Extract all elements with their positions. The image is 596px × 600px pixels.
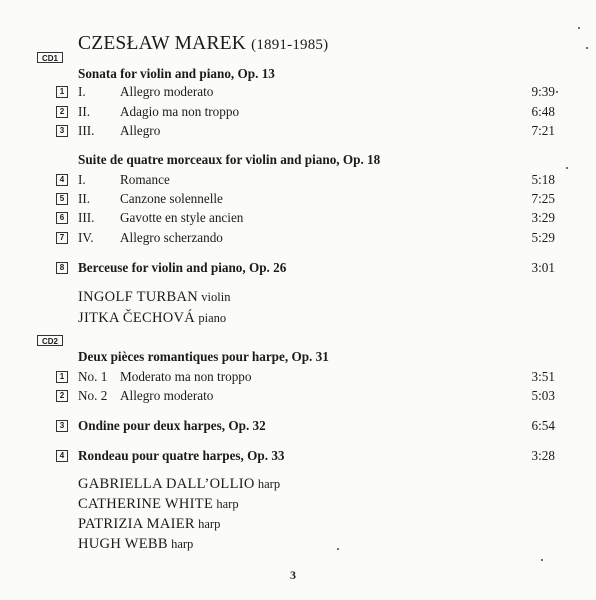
track-title: Romance — [120, 172, 170, 187]
performer — [78, 289, 230, 306]
track-row-ondine — [0, 418, 596, 436]
movement-number: No. 2 — [78, 388, 108, 403]
movement-number: IV. — [78, 230, 94, 245]
movement-number: III. — [78, 210, 95, 225]
track-row — [0, 230, 596, 248]
performer — [78, 310, 226, 327]
track-number: 5 — [56, 193, 68, 205]
track-number: 4 — [56, 174, 68, 186]
cd2-label: CD2 — [37, 335, 63, 346]
work-title-sonata: Sonata for violin and piano, Op. 13 — [78, 66, 275, 81]
track-duration: 3:28 — [531, 448, 555, 463]
track-duration: 6:48 — [531, 104, 555, 119]
cd1-label: CD1 — [37, 52, 63, 63]
track-title: Allegro moderato — [120, 84, 214, 99]
track-number: 6 — [56, 212, 68, 224]
movement-number: I. — [78, 172, 86, 187]
movement-number: II. — [78, 104, 91, 119]
track-number: 3 — [56, 125, 68, 137]
track-row — [0, 369, 596, 387]
track-duration: 9:39 — [531, 84, 555, 99]
performer-name: INGOLF TURBAN — [78, 289, 199, 305]
track-number: 7 — [56, 232, 68, 244]
track-number: 3 — [56, 420, 68, 432]
movement-number: I. — [78, 84, 86, 99]
track-row-berceuse — [0, 260, 596, 278]
composer-dates: (1891-1985) — [251, 37, 329, 53]
performer-instrument: harp — [216, 497, 239, 511]
performer — [78, 516, 220, 533]
movement-number: No. 1 — [78, 369, 108, 384]
track-title: Allegro — [120, 123, 161, 138]
track-number: 1 — [56, 86, 68, 98]
performer-name: PATRIZIA MAIER — [78, 516, 195, 532]
track-row — [0, 210, 596, 228]
performer-name: GABRIELLA DALL’OLLIO — [78, 476, 255, 492]
performer-instrument: harp — [198, 517, 221, 531]
track-duration: 5:18 — [531, 172, 555, 187]
movement-number: III. — [78, 123, 95, 138]
track-title: Canzone solennelle — [120, 191, 223, 206]
track-row — [0, 104, 596, 122]
scan-speck — [586, 47, 588, 49]
scan-speck — [578, 27, 580, 29]
performer-name: JITKA ČECHOVÁ — [78, 310, 196, 326]
scan-speck — [541, 559, 543, 561]
work-title-rondeau: Rondeau pour quatre harpes, Op. 33 — [78, 448, 285, 463]
composer-heading — [78, 33, 328, 55]
performer-instrument: piano — [198, 311, 227, 325]
track-duration: 5:29 — [531, 230, 555, 245]
track-number: 4 — [56, 450, 68, 462]
track-number: 2 — [56, 106, 68, 118]
movement-number: II. — [78, 191, 91, 206]
track-row — [0, 123, 596, 141]
track-duration: 7:25 — [531, 191, 555, 206]
work-title-suite: Suite de quatre morceaux for violin and piano, Op. 18 — [78, 152, 381, 167]
scan-speck — [566, 167, 568, 169]
track-row-rondeau — [0, 448, 596, 466]
track-title: Adagio ma non troppo — [120, 104, 240, 119]
track-number: 2 — [56, 390, 68, 402]
work-title-ondine: Ondine pour deux harpes, Op. 32 — [78, 418, 266, 433]
track-duration: 3:29 — [531, 210, 555, 225]
track-row — [0, 172, 596, 190]
track-number: 8 — [56, 262, 68, 274]
composer-name: CZESŁAW MAREK — [78, 33, 247, 54]
page-number: 3 — [290, 568, 296, 582]
track-duration: 5:03 — [531, 388, 555, 403]
performer — [78, 536, 193, 553]
scan-speck — [556, 91, 558, 93]
track-duration: 3:01 — [531, 260, 555, 275]
track-duration: 6:54 — [531, 418, 555, 433]
performer-instrument: harp — [171, 537, 194, 551]
performer — [78, 496, 239, 513]
track-title: Allegro scherzando — [120, 230, 223, 245]
performer-name: CATHERINE WHITE — [78, 496, 214, 512]
performer-instrument: harp — [257, 477, 281, 491]
performer-instrument: violin — [201, 290, 231, 304]
track-duration: 3:51 — [531, 369, 555, 384]
track-title: Moderato ma non troppo — [120, 369, 252, 384]
performer-name: HUGH WEBB — [78, 536, 168, 552]
track-title: Allegro moderato — [120, 388, 214, 403]
work-title-deux-pieces: Deux pièces romantiques pour harpe, Op. 31 — [78, 349, 329, 364]
track-title: Gavotte en style ancien — [120, 210, 244, 225]
track-duration: 7:21 — [531, 123, 555, 138]
work-title-berceuse: Berceuse for violin and piano, Op. 26 — [78, 260, 287, 275]
performer — [78, 476, 280, 493]
track-row — [0, 388, 596, 406]
track-number: 1 — [56, 371, 68, 383]
track-row — [0, 191, 596, 209]
track-row — [0, 84, 596, 102]
scan-speck — [337, 548, 339, 550]
